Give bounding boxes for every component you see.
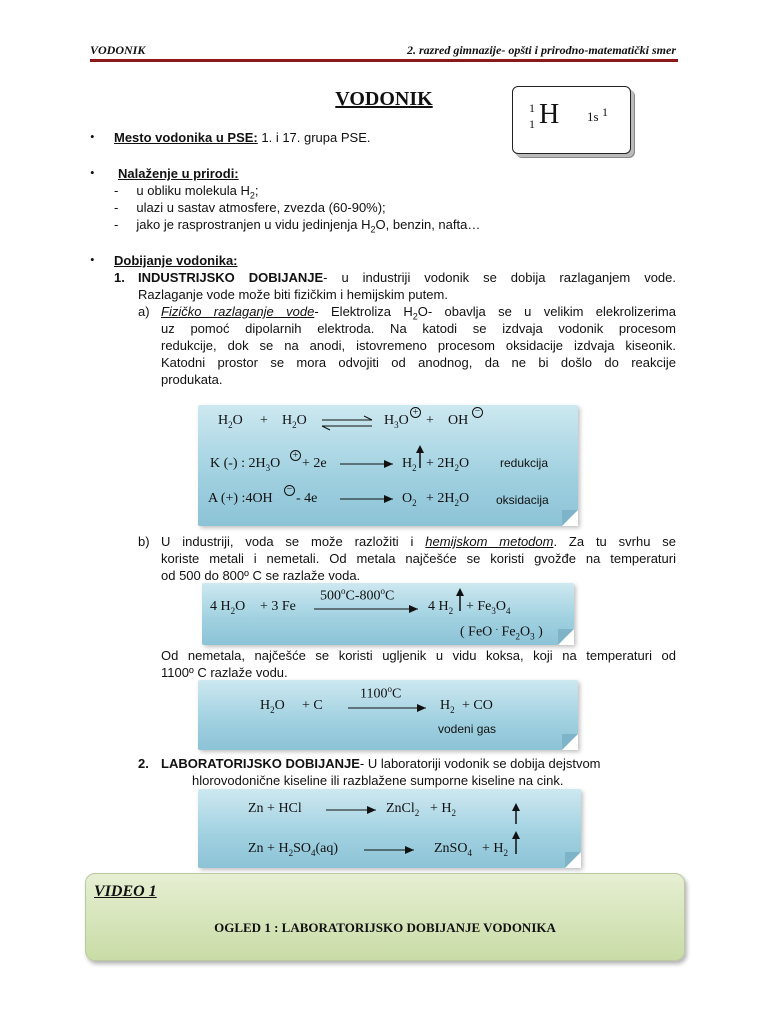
eq-zinc-sulfuric-lhs: $Zn + H_2SO_4(aq)$ bbox=[248, 841, 339, 858]
eq-iron-note: ( FeO . $Fe_2O_3$ ) bbox=[460, 622, 543, 642]
eq-carbon-h2: $H_2$ bbox=[440, 698, 455, 715]
page-title: VODONIK bbox=[335, 88, 433, 110]
psa-line: Mesto vodonika u PSE: 1. i 17. grupa PSE. bbox=[114, 130, 371, 145]
arrow-right-icon bbox=[324, 805, 380, 815]
positive-charge-icon: + bbox=[410, 407, 421, 418]
eq-carbon-condition: 1100$^o$C bbox=[360, 684, 402, 702]
eq-zinc-sulfuric-h2: + $H_2$ bbox=[482, 841, 509, 858]
header-rule bbox=[90, 59, 678, 62]
a-line-2: uz pomoć dipolarnih elektroda. Na katodi se izdvaja vodonik procesom bbox=[161, 321, 676, 336]
header-right: 2. razred gimnazije- opšti i prirodno-matematički smer bbox=[406, 43, 676, 57]
gas-arrow-icon bbox=[456, 588, 464, 612]
lab-line-1: LABORATORIJSKO DOBIJANJE- U laboratoriji vodonik se dobija dejstvom bbox=[161, 756, 601, 771]
c-line-2: 1100º C razlaže vodu. bbox=[161, 665, 288, 680]
eq-cathode-rhs: + $2H_2O$ bbox=[426, 456, 470, 473]
eq-iron-rhs: 4 $H_2$ bbox=[428, 599, 454, 616]
label-oxidation: oksidacija bbox=[496, 493, 549, 507]
eq-zinc-chloride: ZnCl$_2$ bbox=[386, 801, 420, 818]
industrial-line-2: Razlaganje vode može biti fizičkim i hemijskim putem. bbox=[138, 287, 448, 302]
a-line-4: Katodni prostor se mora odvojiti od anodnog, da ne bi došlo do reakcije bbox=[161, 355, 676, 370]
bullet-icon: • bbox=[90, 129, 95, 144]
gas-arrow-icon bbox=[512, 831, 520, 855]
gas-arrow-icon bbox=[512, 803, 520, 825]
element-box bbox=[512, 86, 631, 154]
label-reduction: redukcija bbox=[500, 456, 549, 470]
nature-item-3: - jako je rasprostranjen u vidu jedinjenja $H_2O$, benzin, nafta… bbox=[114, 217, 481, 235]
positive-charge-icon: + bbox=[290, 450, 301, 461]
eq-iron-fe: + 3 Fe bbox=[260, 599, 296, 614]
eq-iron-lhs: 4 $H_2O$ bbox=[210, 599, 246, 616]
eq-carbon-co: + CO bbox=[462, 698, 493, 713]
b-line-1: U industriji, voda se može razložiti i hemijskom metodom. Za tu svrhu se bbox=[161, 534, 676, 549]
eq-zinc-sulfate: ZnSO$_4$ bbox=[434, 841, 472, 858]
element-config: 1s bbox=[587, 109, 599, 124]
eq-anode: A (+) :4OH bbox=[208, 491, 273, 506]
a-marker: a) bbox=[138, 304, 150, 319]
eq-anode-electrons: - 4e bbox=[296, 491, 318, 506]
arrow-right-icon bbox=[312, 604, 422, 614]
equation-box-iron bbox=[202, 583, 574, 645]
lab-number: 2. bbox=[138, 756, 149, 771]
arrow-right-icon bbox=[362, 845, 418, 855]
element-number: 1 bbox=[529, 117, 535, 131]
video-subtitle: OGLED 1 : LABORATORIJSKO DOBIJANJE VODONIKA bbox=[214, 920, 556, 935]
equilibrium-arrow-icon bbox=[320, 415, 375, 431]
b-marker: b) bbox=[138, 534, 150, 549]
bullet-icon: • bbox=[90, 165, 95, 180]
element-symbol: H bbox=[539, 99, 560, 130]
arrow-right-icon bbox=[338, 459, 396, 469]
eq-electrons: + 2e bbox=[302, 456, 327, 471]
equation-box-carbon bbox=[198, 680, 578, 750]
a-line-5: produkata. bbox=[161, 372, 223, 387]
eq-zinc-hcl-lhs: Zn + HCl bbox=[248, 801, 302, 816]
nature-item-2: - ulazi u sastav atmosfere, zvezda (60-90%); bbox=[114, 200, 386, 215]
equation-box-zinc bbox=[198, 789, 581, 868]
bullet-icon: • bbox=[90, 252, 95, 267]
arrow-right-icon bbox=[338, 494, 396, 504]
b-line-3: od 500 do 800º C se razlaže voda. bbox=[161, 568, 361, 583]
video-box[interactable] bbox=[85, 873, 685, 961]
eq-hydronium: $H_3O$ bbox=[384, 413, 409, 430]
eq-water: $H_2O$ bbox=[218, 413, 243, 430]
arrow-right-icon bbox=[346, 703, 430, 713]
eq-iron-oxide: + $Fe_3O_4$ bbox=[466, 599, 511, 616]
industrial-number: 1. bbox=[114, 270, 125, 285]
eq-plus-2: + bbox=[426, 413, 434, 428]
nature-item-1: - u obliku molekula $H_2$; bbox=[114, 183, 259, 201]
eq-zinc-hcl-h2: + $H_2$ bbox=[430, 801, 457, 818]
eq-cathode: K (-) : $2H_3O$ bbox=[210, 456, 281, 473]
industrial-line-1: INDUSTRIJSKO DOBIJANJE- u industriji vodonik se dobija razlaganjem vode. bbox=[138, 270, 676, 285]
equation-box-electrolysis bbox=[198, 405, 578, 526]
eq-h2-product: $H_2$ bbox=[402, 456, 417, 473]
element-mass: 1 bbox=[529, 101, 535, 115]
negative-charge-icon: − bbox=[472, 407, 483, 418]
nature-label: Nalaženje u prirodi: bbox=[118, 166, 239, 181]
eq-o2-product: $O_2$ bbox=[402, 491, 417, 508]
eq-plus: + bbox=[260, 413, 268, 428]
eq-carbon-water: $H_2O$ bbox=[260, 698, 285, 715]
a-line-3: redukcije, dok se na anodi, istovremeno procesom oksidacije izdvaja kiseonik. bbox=[161, 338, 676, 353]
header-left: VODONIK bbox=[90, 43, 146, 57]
lab-line-2: hlorovodonične kiseline ili razblažene sumporne kiseline na cink. bbox=[192, 773, 564, 788]
a-line-1: Fizičko razlaganje vode- Elektroliza $H_2O-$ obavlja se u velikim elekrolizerima bbox=[161, 304, 676, 322]
gas-arrow-icon bbox=[416, 445, 424, 469]
element-config-exp: 1 bbox=[602, 105, 608, 119]
eq-iron-condition: 500$^o$C-800$^o$C bbox=[320, 586, 395, 604]
eq-hydroxide: OH bbox=[448, 413, 469, 428]
obtain-label: Dobijanje vodonika: bbox=[114, 253, 238, 268]
b-line-2: koriste metali i nemetali. Od metala najčešće se koristi gvožđe na temperaturi bbox=[161, 551, 676, 566]
label-water-gas: vodeni gas bbox=[438, 722, 497, 736]
eq-water-2: $H_2O$ bbox=[282, 413, 307, 430]
negative-charge-icon: − bbox=[284, 485, 295, 496]
eq-anode-rhs: + $2H_2O$ bbox=[426, 491, 470, 508]
video-title: VIDEO 1 bbox=[94, 883, 157, 900]
eq-carbon-c: + C bbox=[302, 698, 323, 713]
c-line-1: Od nemetala, najčešće se koristi ugljenik u vidu koksa, koji na temperaturi od bbox=[161, 648, 676, 663]
